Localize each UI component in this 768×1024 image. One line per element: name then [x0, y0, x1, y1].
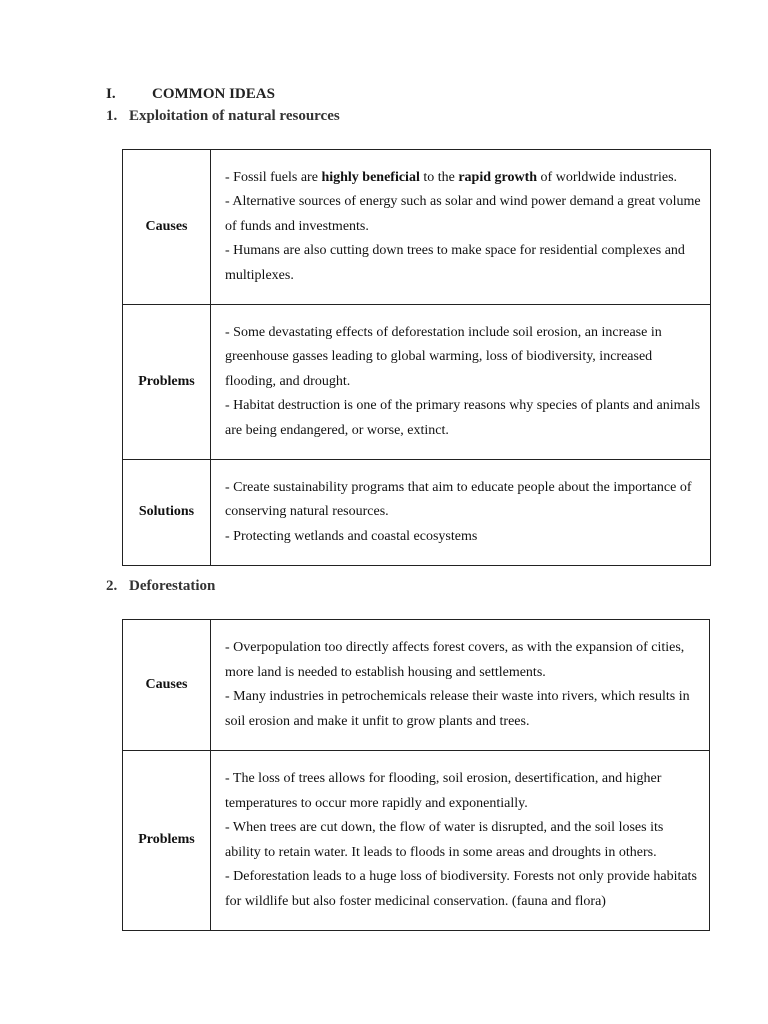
cell-paragraph	[225, 166, 702, 191]
row-content	[211, 751, 710, 931]
main-heading	[106, 86, 275, 103]
emphasized-text: highly beneficial	[321, 169, 420, 185]
text-segment: - Habitat destruction is one of the primary reasons why species of plants and animals are being endangered, or worse, extinct.	[225, 398, 701, 438]
section-number: 1.	[106, 108, 118, 124]
cell-paragraph	[225, 636, 701, 685]
text-segment: to the	[419, 169, 459, 185]
cell-paragraph	[225, 394, 702, 443]
text-segment: of worldwide industries.	[537, 169, 678, 185]
cell-paragraph	[225, 865, 701, 914]
row-label: Causes	[123, 620, 211, 751]
text-segment: - Deforestation leads to a huge loss of biodiversity. Forests not only provide habitats for wildlife but also foster medicinal conservation. (fauna and flora)	[225, 869, 697, 909]
row-label: Problems	[123, 305, 211, 460]
section-title: Deforestation	[129, 578, 216, 594]
main-heading-number: I.	[106, 86, 116, 102]
cell-paragraph	[225, 321, 702, 395]
deforestation-table	[122, 619, 710, 931]
text-segment: - When trees are cut down, the flow of water is disrupted, and the soil loses its ability to retain water. It leads to floods in some areas and droughts in others.	[225, 820, 664, 860]
exploitation-table	[122, 149, 711, 566]
cell-paragraph	[225, 767, 701, 816]
row-content	[211, 620, 710, 751]
text-segment: - Overpopulation too directly affects forest covers, as with the expansion of cities, more land is needed to establish housing and settlements.	[225, 640, 685, 680]
table-row-problems	[123, 305, 711, 460]
cell-paragraph	[225, 239, 702, 288]
text-segment: - Create sustainability programs that aim to educate people about the importance of conserving natural resources.	[225, 479, 692, 520]
row-label: Solutions	[123, 460, 211, 566]
text-segment: - Alternative sources of energy such as solar and wind power demand a great volume of funds and investments.	[225, 194, 701, 234]
cell-paragraph	[225, 190, 702, 239]
row-content	[211, 305, 711, 460]
section-title: Exploitation of natural resources	[129, 108, 340, 124]
table-row-causes	[123, 620, 710, 751]
text-segment: - The loss of trees allows for flooding, soil erosion, desertification, and higher temperatures to occur more rapidly and exponentially.	[225, 771, 662, 811]
section-heading-deforestation	[106, 578, 215, 595]
main-heading-title: COMMON IDEAS	[152, 86, 275, 102]
row-label: Causes	[123, 150, 211, 305]
section-heading-exploitation	[106, 108, 340, 125]
cell-paragraph	[225, 525, 702, 550]
row-content	[211, 150, 711, 305]
row-content	[211, 460, 711, 566]
section-number: 2.	[106, 578, 118, 594]
text-segment: - Some devastating effects of deforestation include soil erosion, an increase in greenhouse gasses leading to global warming, loss of biodiversity, increased flooding, and drought.	[225, 324, 662, 389]
cell-paragraph	[225, 816, 701, 865]
text-segment: - Protecting wetlands and coastal ecosystems	[225, 528, 478, 544]
table-row-problems	[123, 751, 710, 931]
cell-paragraph	[225, 685, 701, 734]
text-segment: - Fossil fuels are	[225, 169, 322, 185]
emphasized-text: rapid growth	[458, 169, 538, 185]
text-segment: - Many industries in petrochemicals release their waste into rivers, which results in soil erosion and make it unfit to grow plants and trees.	[225, 689, 690, 729]
row-label: Problems	[123, 751, 211, 931]
text-segment: - Humans are also cutting down trees to make space for residential complexes and multiplexes.	[225, 243, 685, 283]
table-row-solutions	[123, 460, 711, 566]
table-row-causes	[123, 150, 711, 305]
cell-paragraph	[225, 476, 702, 525]
